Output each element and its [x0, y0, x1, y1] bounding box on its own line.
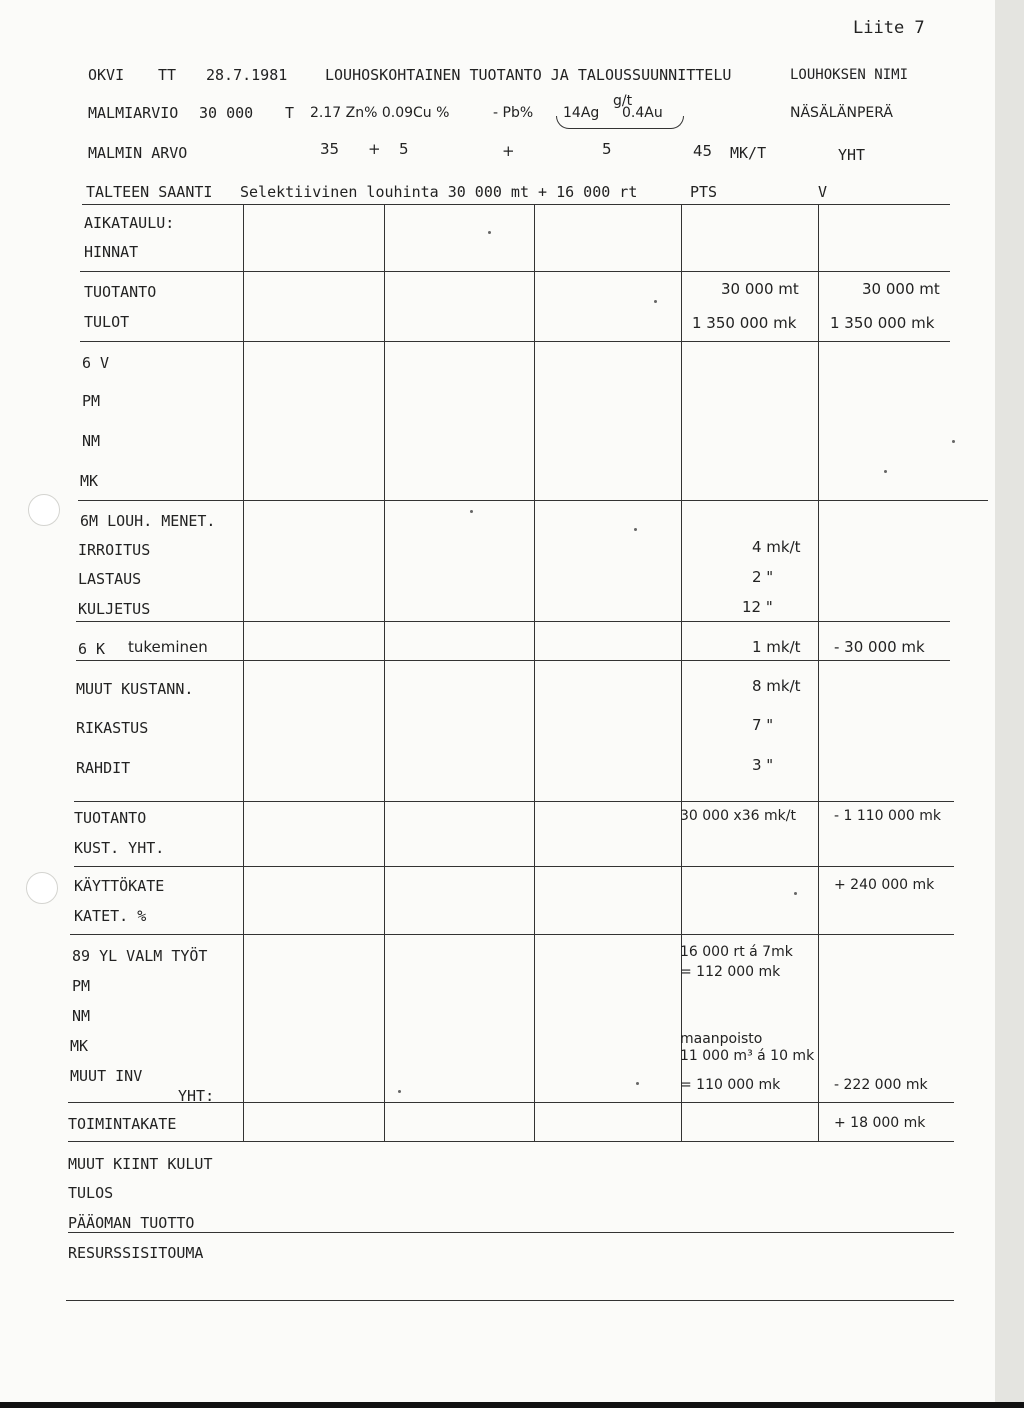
value-label: MALMIN ARVO — [88, 144, 188, 162]
row-label-tuotanto-kust: TUOTANTO — [74, 809, 147, 827]
value-plus-1: + — [368, 140, 381, 158]
cell-tukeminen-yht: - 30 000 mk — [834, 638, 925, 656]
cell-maanpoisto: maanpoisto — [680, 1031, 763, 1047]
value-zn: 35 — [320, 140, 340, 158]
grid-column — [243, 204, 244, 1142]
row-label-kuljetus: KULJETUS — [78, 600, 151, 618]
initials-label: TT — [158, 66, 177, 84]
row-label-aikataulu: AIKATAULU: — [84, 214, 175, 232]
grid-column — [384, 204, 385, 1142]
recovery-text: Selektiivinen louhinta 30 000 mt + 16 000 rt — [240, 183, 638, 201]
cell-tukeminen: 1 mk/t — [752, 638, 801, 656]
cell-kust-pts: 30 000 x36 mk/t — [680, 808, 796, 824]
grid-line — [80, 271, 950, 272]
estimate-tonnage: 30 000 — [199, 104, 254, 122]
row-label-louh-menet: 6M LOUH. MENET. — [80, 512, 216, 530]
grid-line — [68, 1141, 954, 1142]
grid-line — [70, 934, 954, 935]
scan-edge — [995, 0, 1024, 1408]
row-label-tukeminen: tukeminen — [128, 638, 208, 656]
scan-speck — [654, 300, 657, 303]
document-title: LOUHOSKOHTAINEN TUOTANTO JA TALOUSSUUNNITTELU — [325, 66, 732, 84]
row-label-rahdit: RAHDIT — [76, 759, 131, 777]
row-label-resurssi: RESURSSISITOUMA — [68, 1244, 204, 1262]
row-label-pm-2: PM — [72, 977, 91, 995]
cell-kayttokate-yht: + 240 000 mk — [834, 877, 935, 893]
cell-valm-line-2: = 112 000 mk — [680, 964, 781, 980]
scan-speck — [398, 1090, 401, 1093]
row-label-pm: PM — [82, 392, 101, 410]
cell-tuotanto-pts: 30 000 mt — [721, 280, 799, 298]
cell-rikastus: 7 " — [752, 716, 774, 734]
estimate-pb: - Pb% — [493, 105, 534, 121]
value-unit: MK/T — [730, 144, 767, 162]
row-label-rikastus: RIKASTUS — [76, 719, 149, 737]
row-label-tulot: TULOT — [84, 313, 130, 331]
row-label-toimintakate: TOIMINTAKATE — [68, 1115, 177, 1133]
value-total: 45 — [693, 142, 713, 160]
estimate-grades: 2.17 Zn% 0.09Cu % — [310, 105, 450, 121]
row-label-muut-kiint: MUUT KIINT KULUT — [68, 1155, 213, 1173]
estimate-label: MALMIARVIO — [88, 104, 179, 122]
scan-speck — [794, 892, 797, 895]
row-label-hinnat: HINNAT — [84, 243, 139, 261]
row-label-katet: KATET. % — [74, 907, 147, 925]
scan-speck — [488, 231, 491, 234]
cell-lastaus: 2 " — [752, 568, 774, 586]
grid-line — [78, 500, 988, 501]
scan-speck — [636, 1082, 639, 1085]
grid-line — [80, 341, 950, 342]
row-label-nm-2: NM — [72, 1007, 91, 1025]
row-label-yht: YHT: — [178, 1087, 215, 1105]
cell-rahdit: 3 " — [752, 756, 774, 774]
cell-valm-line-1: 16 000 rt á 7mk — [680, 944, 793, 960]
punch-hole-bottom — [26, 872, 58, 904]
grid-line — [68, 1232, 954, 1233]
row-label-mk: MK — [80, 472, 99, 490]
grid-line — [74, 866, 954, 867]
row-label-paaoman: PÄÄOMAN TUOTTO — [68, 1214, 195, 1232]
mine-name-label: LOUHOKSEN NIMI — [790, 67, 909, 83]
scan-speck — [884, 470, 887, 473]
grid-column — [534, 204, 535, 1142]
cell-maan-line-2: = 110 000 mk — [680, 1077, 781, 1093]
cell-tuotanto-yht: 30 000 mt — [862, 280, 940, 298]
cell-valm-yht: - 222 000 mk — [834, 1077, 928, 1093]
cell-muut-kustann: 8 mk/t — [752, 677, 801, 695]
mine-name: NÄSÄLÄNPERÄ — [790, 105, 893, 121]
value-plus-2: + — [502, 142, 515, 160]
org-label: OKVI — [88, 66, 125, 84]
recovery-pts: PTS — [690, 183, 718, 201]
punch-hole-top — [28, 494, 60, 526]
value-yht: YHT — [838, 146, 866, 164]
grid-column — [818, 204, 819, 1142]
grid-column — [681, 204, 682, 1142]
cell-irroitus: 4 mk/t — [752, 538, 801, 556]
cell-maan-line-1: 11 000 m³ á 10 mk — [680, 1048, 815, 1064]
grid-line — [66, 1300, 954, 1301]
grid-line — [74, 801, 954, 802]
cell-kuljetus: 12 " — [742, 598, 773, 616]
row-label-6v: 6 V — [82, 354, 110, 372]
scan-speck — [470, 510, 473, 513]
row-label-muut-kustann: MUUT KUSTANN. — [76, 680, 194, 698]
row-label-yl-valm: 89 YL VALM TYÖT — [72, 947, 208, 965]
row-label-lastaus: LASTAUS — [78, 570, 142, 588]
row-label-kust-yht: KUST. YHT. — [74, 839, 165, 857]
recovery-label: TALTEEN SAANTI — [86, 183, 213, 201]
value-agau: 5 — [602, 140, 612, 158]
cell-toimintakate-yht: + 18 000 mk — [834, 1115, 926, 1131]
date-label: 28.7.1981 — [206, 66, 288, 84]
row-label-mk-2: MK — [70, 1037, 89, 1055]
cell-tulot-yht: 1 350 000 mk — [830, 314, 935, 332]
scan-speck — [634, 528, 637, 531]
row-label-tuotanto: TUOTANTO — [84, 283, 157, 301]
cell-kust-yht: - 1 110 000 mk — [834, 808, 941, 824]
estimate-ag: 14Ag — [563, 105, 600, 121]
cell-tulot-pts: 1 350 000 mk — [692, 314, 797, 332]
scan-speck — [952, 440, 955, 443]
grade-brace — [556, 116, 684, 129]
row-label-irroitus: IRROITUS — [78, 541, 151, 559]
row-label-kayttokate: KÄYTTÖKATE — [74, 877, 165, 895]
attachment-label: Liite 7 — [853, 18, 925, 38]
estimate-unit: T — [285, 104, 295, 122]
value-cu: 5 — [399, 140, 409, 158]
row-label-6k: 6 K — [78, 640, 106, 658]
row-label-muut-inv: MUUT INV — [70, 1067, 143, 1085]
row-label-tulos: TULOS — [68, 1184, 114, 1202]
recovery-v: V — [818, 183, 828, 201]
row-label-nm: NM — [82, 432, 101, 450]
estimate-au: 0.4Au — [622, 105, 663, 121]
estimate-gt: g/t — [613, 93, 633, 109]
grid-line — [82, 204, 950, 205]
scan-bottom-edge — [0, 1402, 1024, 1408]
